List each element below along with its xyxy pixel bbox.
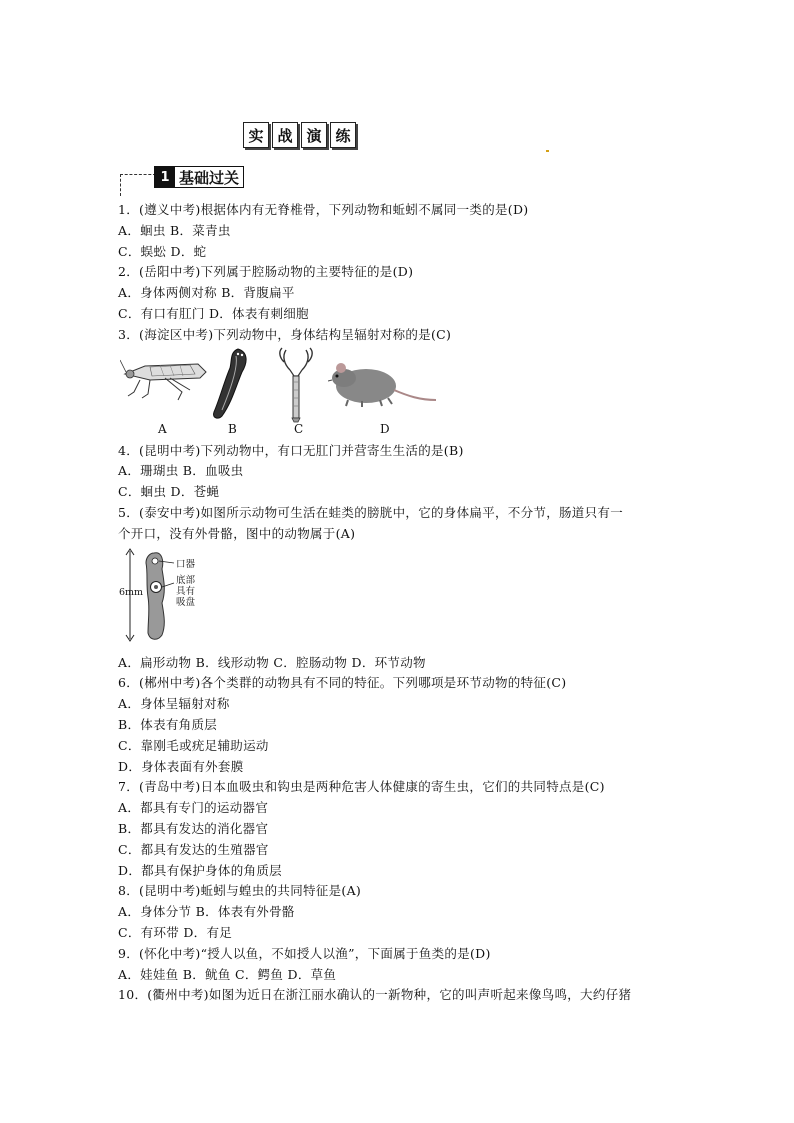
dashed-border: [120, 174, 156, 175]
grasshopper-image: [120, 352, 210, 402]
question-7-option-c: C．都具有发达的生殖器官: [118, 841, 269, 857]
fluke-sucker-label-2: 具有: [176, 585, 196, 597]
rat-image: [328, 356, 438, 416]
animal-figure: [118, 346, 688, 441]
question-1-options-cd: C．蜈蚣 D．蛇: [118, 243, 207, 259]
fluke-size-label: 6mm: [119, 586, 144, 598]
question-6-option-b: B．体表有角质层: [118, 716, 218, 732]
question-8-options-cd: C．有环带 D．有足: [118, 924, 233, 940]
question-7: 7．(青岛中考)日本血吸虫和钩虫是两种危害人体健康的寄生虫，它们的共同特点是(C): [118, 779, 605, 795]
label-a: A: [158, 421, 167, 436]
question-4-options-cd: C．蛔虫 D．苍蝇: [118, 484, 220, 500]
question-9: 9．(怀化中考)“授人以鱼，不如授人以渔”，下面属于鱼类的是(D): [118, 945, 491, 961]
question-9-options: A．娃娃鱼 B．鱿鱼 C．鳄鱼 D．草鱼: [118, 966, 337, 982]
section-label: 基础过关: [179, 168, 240, 187]
question-7-option-b: B．都具有发达的消化器官: [118, 820, 269, 836]
question-2-options-cd: C．有口有肛门 D．体表有刺细胞: [118, 305, 309, 321]
question-6: 6．(郴州中考)各个类群的动物具有不同的特征。下列哪项是环节动物的特征(C): [118, 675, 567, 691]
page-title: [243, 122, 359, 148]
title-char: 实: [243, 122, 269, 148]
question-list: [118, 200, 688, 1006]
hydra-image: [276, 346, 316, 424]
question-6-option-d: D．身体表面有外套膜: [118, 758, 244, 774]
question-2: 2．(岳阳中考)下列属于腔肠动物的主要特征的是(D): [118, 264, 414, 280]
title-char: 演: [301, 122, 327, 148]
section-heading: [120, 166, 260, 194]
question-7-option-d: D．都具有保护身体的角质层: [118, 862, 282, 878]
title-char: 战: [272, 122, 298, 148]
label-d: D: [380, 421, 390, 436]
title-char: 练: [330, 122, 356, 148]
question-7-option-a: A．都具有专门的运动器官: [118, 800, 269, 816]
question-2-options-ab: A．身体两侧对称 B．背腹扁平: [118, 285, 295, 301]
planarian-image: [208, 346, 254, 422]
dashed-border: [120, 174, 121, 196]
section-badge: [154, 166, 244, 188]
question-5-cont: 个开口，没有外骨骼，图中的动物属于(A): [118, 525, 356, 541]
question-3: 3．(海淀区中考)下列动物中，身体结构呈辐射对称的是(C): [118, 326, 452, 342]
decorative-dot: [546, 150, 549, 152]
question-8-options-ab: A．身体分节 B．体表有外骨骼: [118, 904, 295, 920]
question-4: 4．(昆明中考)下列动物中，有口无肛门并营寄生生活的是(B): [118, 442, 464, 458]
fluke-sucker-label-1: 底部: [176, 574, 196, 586]
fluke-sucker-label-3: 吸盘: [176, 596, 196, 608]
section-number: 1: [155, 167, 175, 187]
fluke-figure: [118, 545, 688, 653]
fluke-mouth-label: 口器: [176, 558, 196, 570]
question-1-options-ab: A．蛔虫 B．菜青虫: [118, 222, 231, 238]
question-6-option-c: C．靠刚毛或疣足辅助运动: [118, 737, 269, 753]
label-b: B: [228, 421, 237, 436]
question-5: 5．(泰安中考)如图所示动物可生活在蛙类的膀胱中，它的身体扁平，不分节，肠道只有一: [118, 504, 624, 520]
question-10: 10．(衢州中考)如图为近日在浙江丽水确认的一新物种，它的叫声听起来像鸟鸣，大约仔猪: [118, 987, 632, 1003]
label-c: C: [294, 421, 304, 436]
question-6-option-a: A．身体呈辐射对称: [118, 696, 230, 712]
question-1: 1．(遵义中考)根据体内有无脊椎骨，下列动物和蚯蚓不属同一类的是(D): [118, 202, 529, 217]
question-8: 8．(昆明中考)蚯蚓与蝗虫的共同特征是(A): [118, 883, 362, 899]
question-5-options: A．扁形动物 B．线形动物 C．腔肠动物 D．环节动物: [118, 654, 426, 670]
question-4-options-ab: A．珊瑚虫 B．血吸虫: [118, 463, 244, 479]
